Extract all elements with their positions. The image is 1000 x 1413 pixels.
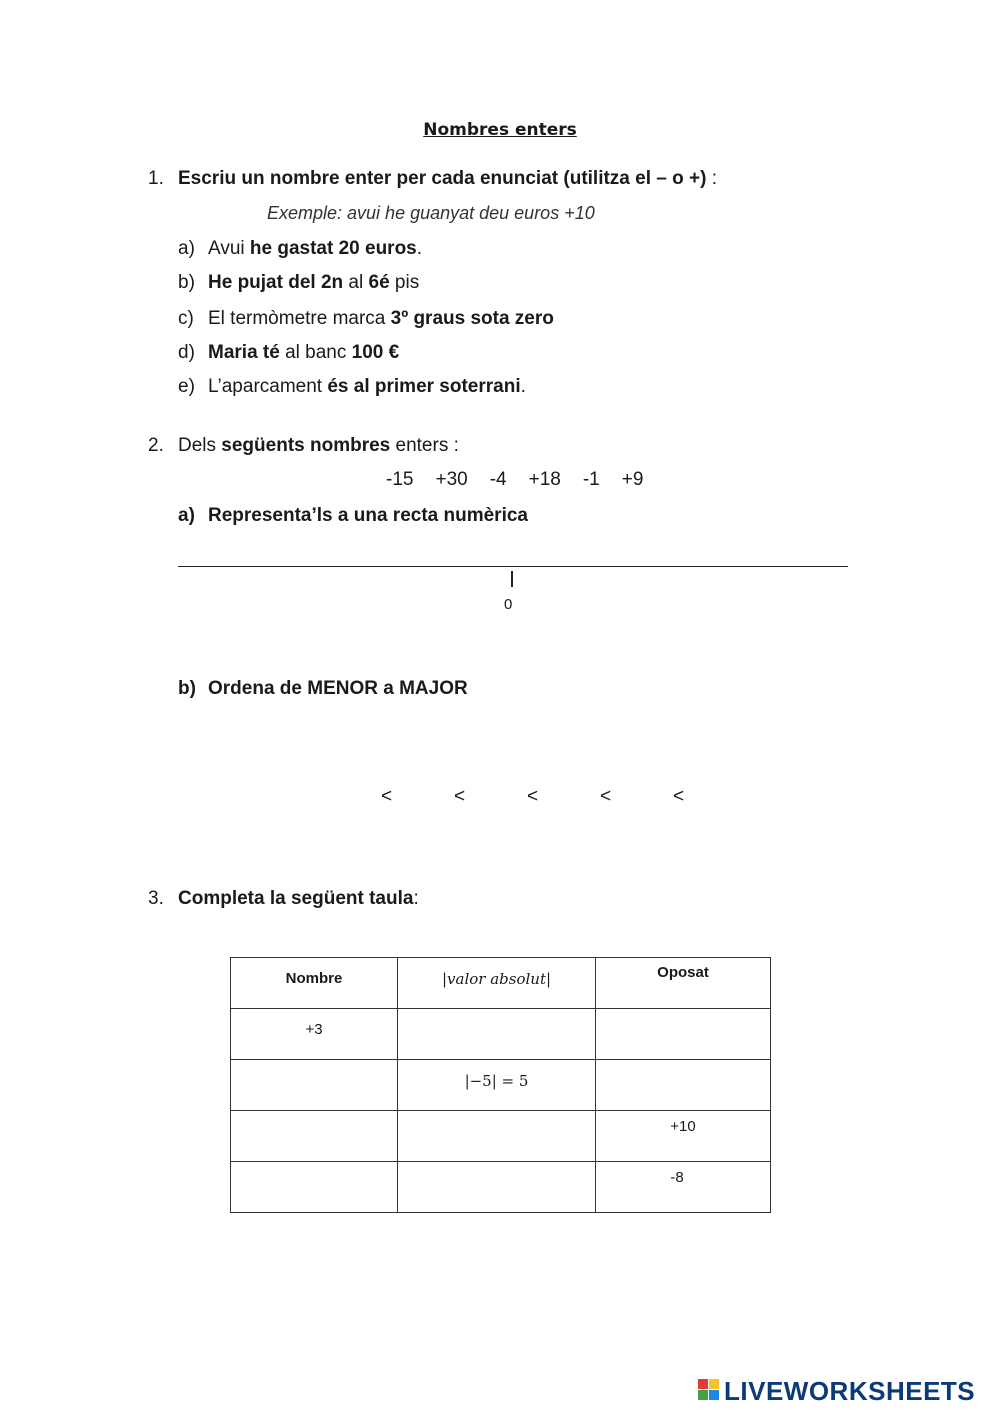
q2-number-list xyxy=(386,469,665,491)
page-title: Nombres enters xyxy=(423,120,577,140)
q1-number: 1. xyxy=(148,168,164,189)
liveworksheets-logo-icon xyxy=(698,1379,720,1401)
q1-item-d: Maria té al banc 100 € xyxy=(208,342,400,363)
q1-prompt: Escriu un nombre enter per cada enunciat (utilitza el – o +) : xyxy=(178,168,717,189)
q1-item-label: a) xyxy=(178,238,195,259)
q3-prompt: Completa la següent taula: xyxy=(178,888,419,909)
answer-cell[interactable] xyxy=(231,1162,398,1213)
table-row xyxy=(231,1009,771,1060)
order-row[interactable] xyxy=(381,786,746,808)
number-item: +18 xyxy=(528,469,561,490)
answer-cell[interactable] xyxy=(398,1009,596,1060)
q1-item-a: Avui he gastat 20 euros. xyxy=(208,238,423,259)
less-than-sign: < xyxy=(527,786,539,807)
q1-item-label: e) xyxy=(178,376,195,397)
q1-item-label: b) xyxy=(178,272,195,293)
answer-cell[interactable] xyxy=(398,1111,596,1162)
q1-item-label: c) xyxy=(178,308,194,329)
answer-cell[interactable] xyxy=(596,1060,771,1111)
answer-cell[interactable]: -8 xyxy=(596,1162,771,1213)
table-row xyxy=(231,1162,771,1213)
number-line-zero-tick xyxy=(511,571,513,587)
answer-cell[interactable]: |−5| = 5 xyxy=(398,1060,596,1111)
less-than-sign: < xyxy=(381,786,393,807)
q2-prompt: Dels següents nombres enters : xyxy=(178,435,459,456)
q1-example: Exemple: avui he guanyat deu euros +10 xyxy=(267,203,595,223)
number-item: -4 xyxy=(489,469,507,490)
less-than-sign: < xyxy=(600,786,612,807)
q1-item-label: d) xyxy=(178,342,195,363)
header-valor-absolut: |valor absolut| xyxy=(441,970,552,988)
number-item: +9 xyxy=(621,469,644,490)
answer-cell[interactable]: +3 xyxy=(231,1009,398,1060)
answer-cell[interactable] xyxy=(231,1060,398,1111)
header-nombre: Nombre xyxy=(285,970,343,987)
less-than-sign: < xyxy=(673,786,685,807)
q2b-label: b) xyxy=(178,678,196,699)
number-line[interactable] xyxy=(178,566,848,567)
answer-cell[interactable] xyxy=(596,1009,771,1060)
brand-wordmark: LIVEWORKSHEETS xyxy=(724,1376,976,1406)
table-row xyxy=(231,1060,771,1111)
q2-number: 2. xyxy=(148,435,164,456)
header-oposat: Oposat xyxy=(657,964,709,981)
q1-item-b: He pujat del 2n al 6é pis xyxy=(208,272,420,293)
number-item: -1 xyxy=(582,469,600,490)
number-item: +30 xyxy=(435,469,468,490)
table-header-row xyxy=(231,958,771,1009)
q1-item-e: L’aparcament és al primer soterrani. xyxy=(208,376,526,397)
q2a-label: a) xyxy=(178,505,195,526)
answer-table xyxy=(230,957,771,1213)
answer-cell[interactable]: +10 xyxy=(596,1111,771,1162)
answer-cell[interactable] xyxy=(398,1162,596,1213)
q3-number: 3. xyxy=(148,888,164,909)
q1-item-c: El termòmetre marca 3º graus sota zero xyxy=(208,308,554,329)
table-row xyxy=(231,1111,771,1162)
answer-cell[interactable] xyxy=(231,1111,398,1162)
q2a-text: Representa’ls a una recta numèrica xyxy=(208,505,528,526)
less-than-sign: < xyxy=(454,786,466,807)
number-line-zero-label: 0 xyxy=(504,596,513,613)
q2b-text: Ordena de MENOR a MAJOR xyxy=(208,678,468,699)
number-item: -15 xyxy=(386,469,414,490)
